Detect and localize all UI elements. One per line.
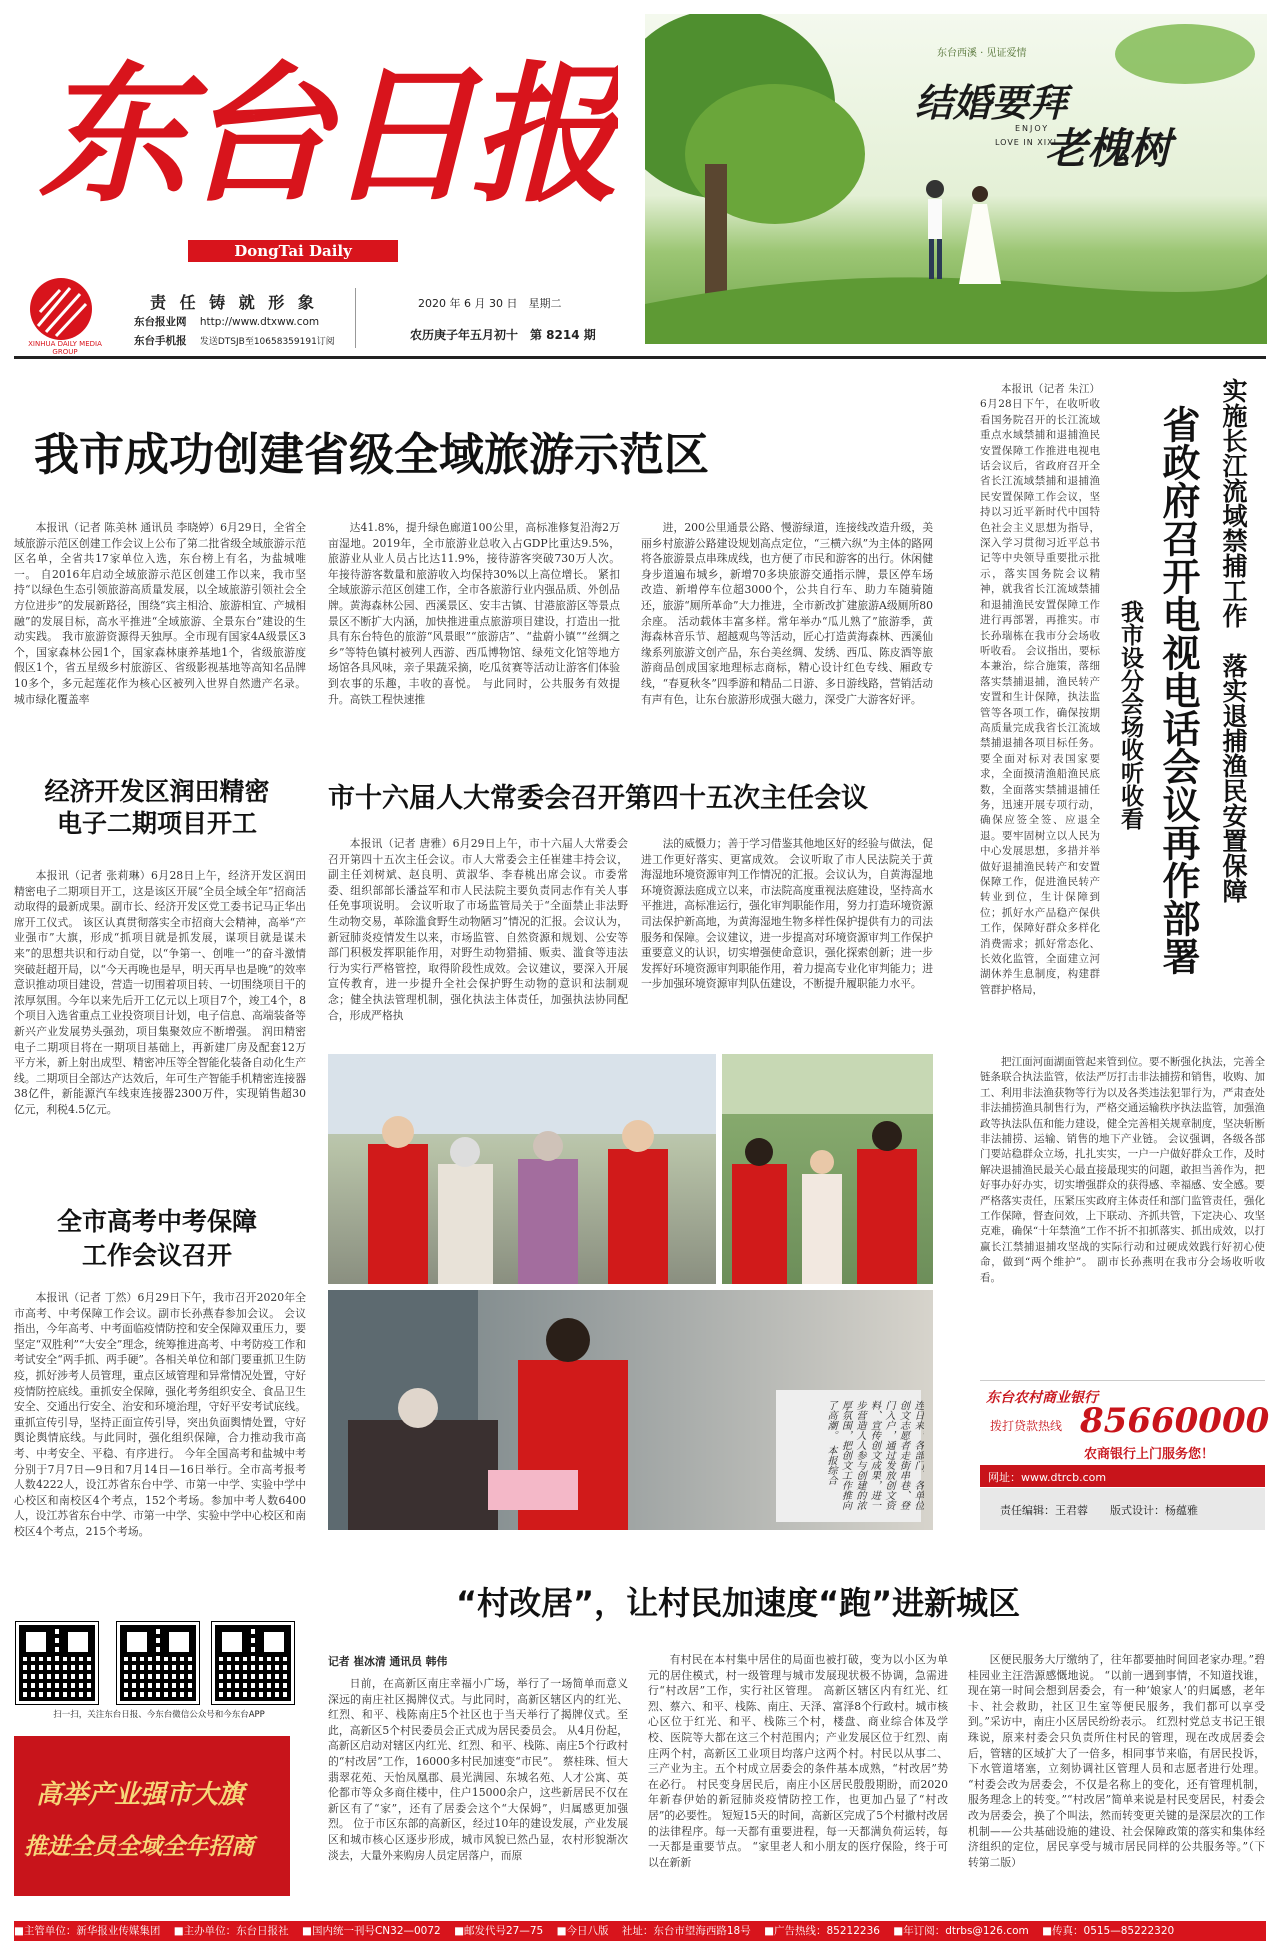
exam-body: 本报讯（记者 丁然）6月29日下午，我市召开2020年全市高考、中考保障工作会议。副市长孙燕春参加会议。 会议指出，今年高考、中考面临疫情防控和安全保障双重压力，要坚定“双胜利”“大安全”理念，统筹推进高考、中考防疫工作和考试安全“两手抓、两手硬”。各相关单位和部门要重抓卫生防疫，抓好涉考人员管理，重点区域管理和异常情况处置，守好疫情防控底线。重抓安全保障，强化考务组织安全、食品卫生安全、交通出行安全、治安和环境治理，守好平安考试底线。重抓宣传引导，坚持正面宣传引导，突出负面舆情处置，守好舆论舆情底线。与此同时，强化组织保障，合力推动我市高考、中考安全、平稳、有序进行。 今年全国高考和盐城中考分别于7月7日—9日和7月14日—16日举行。全市高考报考人数4222人，设江苏省东台中学、市第一中学、实验中学中心校区和南校区4个考点，152个考场。参加中考人数6400人，设江苏省东台中学、市第一中学、实验中学中心校区和南校区4个考点，215个考场。 [14,1291,306,1538]
fishing-ban-subtitle-2: 我市设分会场收听收看 [1117,600,1143,830]
village-column-2: 有村民在本村集中居住的局面也被打破，变为以小区为单元的居住模式，村一级管理与城市发展现状极不协调，急需进行“村改居”工作，实行社区管理。 高新区辖区内有红光、红烈、蔡六、和平、栈陈、南庄、天泽、富泽8个行政村。城市核心区位于红光、和平、栈陈三个村，楼盘、商业综合体及学校、医院等大都在这三个村范围内；产业发展区位于红烈、南庄两个村，高新区工业项目均落户这两个村。村民以从事二、三产业为主。五个村成立居委会的条件基本成熟，“村改居”势在必行。 村民变身居民后，南庄小区居民殷殷期盼，而2020年新春伊始的新冠肺炎疫情防控工作，也更加凸显了“村改居”的必要性。 短短15天的时间，高新区完成了5个村撤村改居的法律程序。每一天都有重要进程，每一天都满负荷运转，每一天都是重要节点。 “家里老人和小朋友的医疗保险，终于可以在新新 [648,1653,948,1869]
banner-top-text: 东台西溪 · 见证爱情 [937,48,1027,59]
masthead-english-title: DongTai Daily [188,240,398,262]
footer-organizer: ■主办单位：东台日报社 [173,1925,289,1937]
masthead-title: 东台日报 [38,47,615,223]
banner-ad [645,14,1267,344]
banner-title-a: 结婚要拜 [915,80,1068,125]
footer-post-code: ■邮发代号27—75 [454,1925,544,1937]
photo-caption: 连日来，各部门、各单位创文志愿者走街串巷、登门入户，通过发放创文资料、宣传创文成果，进一步营造人人参与创建的浓厚氛围，把创文工作推向了高潮。 本报综合 [825,1400,923,1510]
bank-hotline-number[interactable]: 85660000 [1080,1401,1270,1441]
qr-caption: 扫一扫，关注东台日报、今东台微信公众号和今东台APP [53,1710,265,1720]
promo-line-2: 推进全员全域全年招商 [24,1833,254,1860]
qr-code-app[interactable] [212,1622,294,1704]
media-group-caption: XINHUA DAILY MEDIA GROUP [28,340,102,356]
footer-address: 社址：东台市望海西路18号 [621,1925,751,1937]
footer-bar [14,1921,1266,1941]
qr-code-daily[interactable] [16,1622,98,1704]
footer-pages: ■今日八版 [556,1925,609,1937]
fishing-ban-headline: 省政府召开电视电话会议再作部署 [1156,405,1200,975]
qr-code-wechat[interactable] [117,1622,199,1704]
bank-hotline-label: 拨打贷款热线 [990,1419,1063,1433]
village-column-3: 区便民服务大厅缴纳了，往年都要抽时间回老家办理。”碧桂园业主汪浩源感慨地说。 “以前一遇到事情，不知道找谁，现在第一时间会想到居委会，有一种‘娘家人’的归属感，老年卡、社会救助，社区卫生室等便民服务，我们都可以享受到。”采访中，南庄小区居民纷纷表示。 红烈村党总支书记王银珠说，原来村委会只负责所住村民的管理，现在改成居委会后，管辖的区域扩大了一倍多，相同事节来临，有居民投诉，下水管道堵塞，立刻协调社区管理人员和志愿者进行处理。 “村委会改为居委会，不仅是名称上的变化，还有管理机制，服务理念上的转变。”“村改居”简单来说是村民变居民，村委会改为居委会，换了个叫法，然而转变更关键的是深层次的工作机制——公共基础设施的建设、社会保障政策的落实和集体经济组织的定位，居民享受与城市居民同样的公共服务等。”（下转第二版） [968,1653,1265,1869]
economy-headline [22,776,292,840]
photo-volunteers-family [722,1054,933,1284]
promo-line-1: 高举产业强市大旗 [36,1780,245,1810]
masthead-divider [355,288,356,348]
lead-column-2: 达41.8%，提升绿色廊道100公里，高标准修复沿海2万亩湿地。2019年，全市旅游业总收入占GDP比重达9.5%，旅游业从业人员占比达11.9%，接待游客突破730万人次。年接待游客数量和旅游收入均保持30%以上高位增长。 紧扣全域旅游示范区创建工作，全市各旅游行业内强品质、外创品牌。黄海森林公园、西溪景区、安丰古镇、甘港旅游区等景点景区不断扩大内涵，加快推进重点旅游项目建设，打造出一批具有东台特色的旅游“风景眼”“旅游店”、“盐蔚小镇”“丝绸之乡”等特色镇村被列人西游、西瓜博物馆、绿苑文化馆等地方场馆各具风味，亲子果蔬采摘，吃瓜贫赛等活动让游客们体验到农事的乐趣，丰收的喜悦。 与此同时，公共服务有效提升。高铁工程快速推 [328,521,620,706]
economy-headline-line-1: 经济开发区润田精密 [44,777,270,806]
website-url[interactable]: http://www.dtxww.com [199,316,320,328]
footer-ad-hotline: ■广告热线：85212236 [764,1925,880,1937]
website-line [134,314,319,329]
issue-lunar-number: 农历庚子年五月初十 第 8214 期 [410,328,596,342]
footer-cn-number: ■国内统一刊号CN32—0072 [302,1925,441,1937]
promo-box [14,1736,290,1896]
exam-headline [22,1205,292,1273]
issue-date: 2020 年 6 月 30 日 星期二 [418,297,562,310]
bank-website[interactable]: 网址：www.dtrcb.com [988,1471,1107,1484]
banner-en-line2: LOVE IN XIXI [995,138,1057,147]
bank-name: 东台农村商业银行 [986,1390,1098,1406]
lead-column-1: 本报讯（记者 陈美林 通讯员 李晓婷）6月29日，全省全域旅游示范区创建工作会议上公布了第二批省级全域旅游示范区名单，全省共17家单位入选，东台榜上有名，为盐城唯一。 自2016年启动全域旅游示范区创建工作以来，我市坚持“以绿色生态引领旅游高质量发展，以全域旅游引领社会全方位进步”的发展新路径，围绕“宾主相洽、旅游相宜、产城相融”的发展目标，高水平推进“全域旅游、全景东台”建设的生动实践。 我市旅游资源得天独厚。全市现有国家4A级景区3个，国家森林公园1个，国家森林康养基地1个，省级旅游度假区1个，省五星级乡村旅游区、省级影视基地等高知名品牌10多个，多元起莲花作为核心区被列入世界自然遗产名录。城市绿化覆盖率 [14,521,306,706]
mobile-subscribe-text: 发送DTSJB至10658359191订阅 [199,337,335,347]
economy-body: 本报讯（记者 张莉琳）6月28日上午，经济开发区润田精密电子二期项目开工，这是该区开展“全员全域全年”招商活动取得的最新成果。副市长、经济开发区党工委书记马正华出席开工仪式。 该区认真贯彻落实全市招商大会精神，高举“产业强市”大旗，形成“抓项目就是抓发展，谋项目就是谋未来”的思想共识和行动自觉，以“争第一、创唯一”的奋斗激情突破赶超开局，以“今天再晚也是早，明天再早也是晚”的效率意识推动项目建设，营造一切围着项目转、一切围绕项目干的浓厚氛围。今年以来先后开工亿元以上项目7个，竣工4个，8个项目入选省重点工业投资项目计划，电子信息、高端装备等新兴产业发展势头强劲，项目集聚效应不断增强。 润田精密电子二期项目将在一期项目基础上，再新建厂房及配套12万平方米，新上射出成型、精密冲压等全智能化装备自动化生产线。二期项目全部达产达效后，年可生产智能手机精密连接器38亿件，新能源汽车线束连接器2300万件，实现销售超30亿元，利税4.5亿元。 [14,869,306,1116]
masthead-rule [14,356,1266,359]
footer-sponsor: ■主管单位：新华报业传媒集团 [14,1925,161,1937]
website-label: 东台报业网 [134,316,187,328]
footer-fax: ■传真：0515—85222320 [1042,1925,1175,1937]
lead-column-3: 进，200公里通景公路、慢游绿道，连接线改造升级，美丽乡村旅游公路建设规划高点定位，“三横六纵”为主体的路网将各旅游景点串珠成线，也方便了市民和游客的出行。休闲健身步道遍布城乡，新增70多块旅游交通指示牌，景区停车场改造、新增停车位超3000个，公共自行车、助力车随骑随还，旅游“厕所革命”大力推进，全市新改扩建旅游A级厕所80余座。 活动载体丰富多样。常年举办“瓜儿熟了”旅游季，黄海森林音乐节、超越观鸟等活动，匠心打造黄海森林、西溪仙缘系列旅游文创产品，东台美丝绸、发绣、西瓜、陈皮酒等旅游商品创成国家地理标志商标，精心设计红色专线、厢政专线，“春夏秋冬”四季游和精品二日游、多日游线路，营销活动有声有色，让东台旅游形成强大磁力，深受广大游客好评。 [641,521,933,706]
village-column-1: 日前，在高新区南庄幸福小广场，举行了一场简单而意义深远的南庄社区揭牌仪式。与此同时，高新区辖区内的红光、红烈、和平、栈陈南庄5个社区也于当天举行了揭牌仪式。至此，高新区5个村民委员会正式成为居民委员会。 从4月份起，高新区启动对辖区内红光、红烈、和平、栈陈、南庄5个行政村的“村改居”工作，16000多村民加速变“市民”。 蔡桂珠、恒大翡翠花苑、天怡凤凰郡、晨光满园、东城名苑、人才公寓、英伦都市等众多商住楼中，住户15000余户，这些新居民不仅在新区有了“家”，还有了居委会这个“大保姆”，归属感更加强烈。 位于市区东部的高新区，经过10年的建设发展，产业发展区和城市核心区逐步形成，城市风貌已然凸显，农村形貌渐次淡去，大量外来购房人员定居落户，而原 [328,1677,628,1862]
lead-headline: 我市成功创建省级全域旅游示范区 [34,428,710,481]
fishing-ban-intro: 本报讯（记者 朱江）6月28日下午，在收听收看国务院召开的长江流域重点水域禁捕和退捕渔民安置保障工作推进电视电话会议后，省政府召开全省长江流域禁捕和退捕渔民安置保障工作会议，坚持以习近平新时代中国特色社会主义思想为指导，深入学习贯彻习近平总书记等中央领导重要批示批示，落实国务院会议精神，就我省长江流域禁捕和退捕渔民安置保障工作进行再部署，再推实。市长孙瑞栋在我市分会场收听收看。 会议指出，要标本兼治，综合施策，落细落实禁捕退捕，渔民转产安置和生计保障，执法监管等各项工作，确保按期高质量完成我省长江流域禁捕退捕各项目标任务。要全面对标对表国家要求，全面摸清渔船渔民底数，全面落实禁捕退捕任务，迅速开展专项行动，确保应签全签、应退全退。要牢固树立以人民为中心发展思想，多措并举做好退捕渔民转产和安置保障工作，促进渔民转产转业到位，生计保障到位；抓好水产品稳产保供工作，保障好群众多样化消费需求；抓好常态化、长效化监管，全面建立河湖休养生息制度，构建群管群护格局， [980,383,1100,996]
banner-scenery-illustration [645,14,1267,344]
economy-headline-line-2: 电子二期项目开工 [56,809,257,838]
exam-headline-line-1: 全市高考中考保障 [56,1207,257,1236]
npc-column-1: 本报讯（记者 唐雅）6月29日上午，市十六届人大常委会召开第四十五次主任会议。市人大常委会主任崔建丰持会议，副主任刘树斌、赵良明、黄淑华、李春桃出席会议。市委常委、组织部部长潘益军和市人民法院主要负责同志作有关人事任免事项说明。 会议听取了市场监管局关于“全面禁止非法野生动物交易，革除滥食野生动物陋习”情况的汇报。会议认为，新冠肺炎疫情发生以来，市场监管、自然资源和规划、公安等部门积极发挥职能作用，对野生动物猎捕、贩卖、滥食等违法行为实行严格管控，取得阶段性成效。会议建议，要深入开展宣传教育，进一步提升全社会保护野生动物的意识和法制观念；健全执法管理机制，强化执法主体责任，加强执法协同配合，形成严格执 [328,837,628,1022]
bank-slogan: 农商银行上门服务您！ [1084,1447,1215,1462]
npc-column-2: 法的威慑力；善于学习借鉴其他地区好的经验与做法，促进工作更好落实、更富成效。 会议听取了市人民法院关于黄海湿地环境资源审判工作情况的汇报。会议认为，自黄海湿地环境资源法庭成立以来，市法院高度重视法庭建设，坚持高水平推进，高标准运行，强化审判职能作用，努力打造环境资源司法保护新高地，为黄海湿地生物多样性保护提供有力的司法服务和保障。会议建议，进一步提高对环境资源审判工作保护重要意义的认识，切实增强使命意识，强化探索创新；进一步发挥好环境资源审判职能作用，着力提高专业化审判能力；进一步加强环境资源审判队伍建设，不断提升履职能力水平。 [641,837,933,991]
masthead-slogan: 责 任 铸 就 形 象 [150,293,318,312]
photo-volunteers-street [328,1054,716,1284]
fishing-ban-subtitle: 实施长江流域禁捕工作 落实退捕渔民安置保障 [1219,378,1248,903]
banner-en-line1: ENJOY [1015,124,1050,133]
editor-credits: 责任编辑：王君蓉 版式设计：杨蕴雅 [1000,1504,1198,1517]
media-group-logo [30,278,92,340]
npc-headline: 市十六届人大常委会召开第四十五次主任会议 [328,783,868,814]
mobile-label: 东台手机报 [134,335,187,347]
village-byline: 记者 崔冰清 通讯员 韩伟 [328,1655,448,1668]
bank-ad [980,1380,1270,1489]
village-headline: “村改居”，让村民加速度“跑”进新城区 [456,1584,1021,1622]
mobile-line [134,333,335,348]
fishing-ban-body: 把江面河面湖面管起来管到位。要不断强化执法，完善全链条联合执法监管，依法严厉打击非法捕捞和销售，收购、加工、利用非法渔获物等行为以及各类违法犯罪行为，严肃查处非法捕捞渔具制售行为，严格交通运输秩序执法监管，加强渔政等执法队伍和能力建设，健全完善相关规章制度，坚决斩断非法捕捞、运输、销售的地下产业链。 会议强调，各级各部门要站稳群众立场，扎扎实实，一户一户做好群众工作，及时解决退捕渔民最关心最直接最现实的问题，敢担当善作为，把好事办好办实，切实增强群众的获得感、幸福感、安全感。要严格落实责任，压紧压实政府主体责任和部门监管责任，强化工作保障，督查问效，上下联动、齐抓共管，下定决心、攻坚克难，确保“十年禁渔”工作不折不扣抓落实、抓出成效，以打赢长江禁捕退捕攻坚战的实际行动和过硬成效践行好初心使命，做到“两个维护”。 副市长孙燕明在我市分会场收听收看。 [980,1056,1265,1284]
banner-title-b: 老槐树 [1045,124,1172,173]
footer-circulation: ■年订阅：dtrbs@126.com [893,1925,1029,1937]
exam-headline-line-2: 工作会议召开 [81,1241,232,1270]
